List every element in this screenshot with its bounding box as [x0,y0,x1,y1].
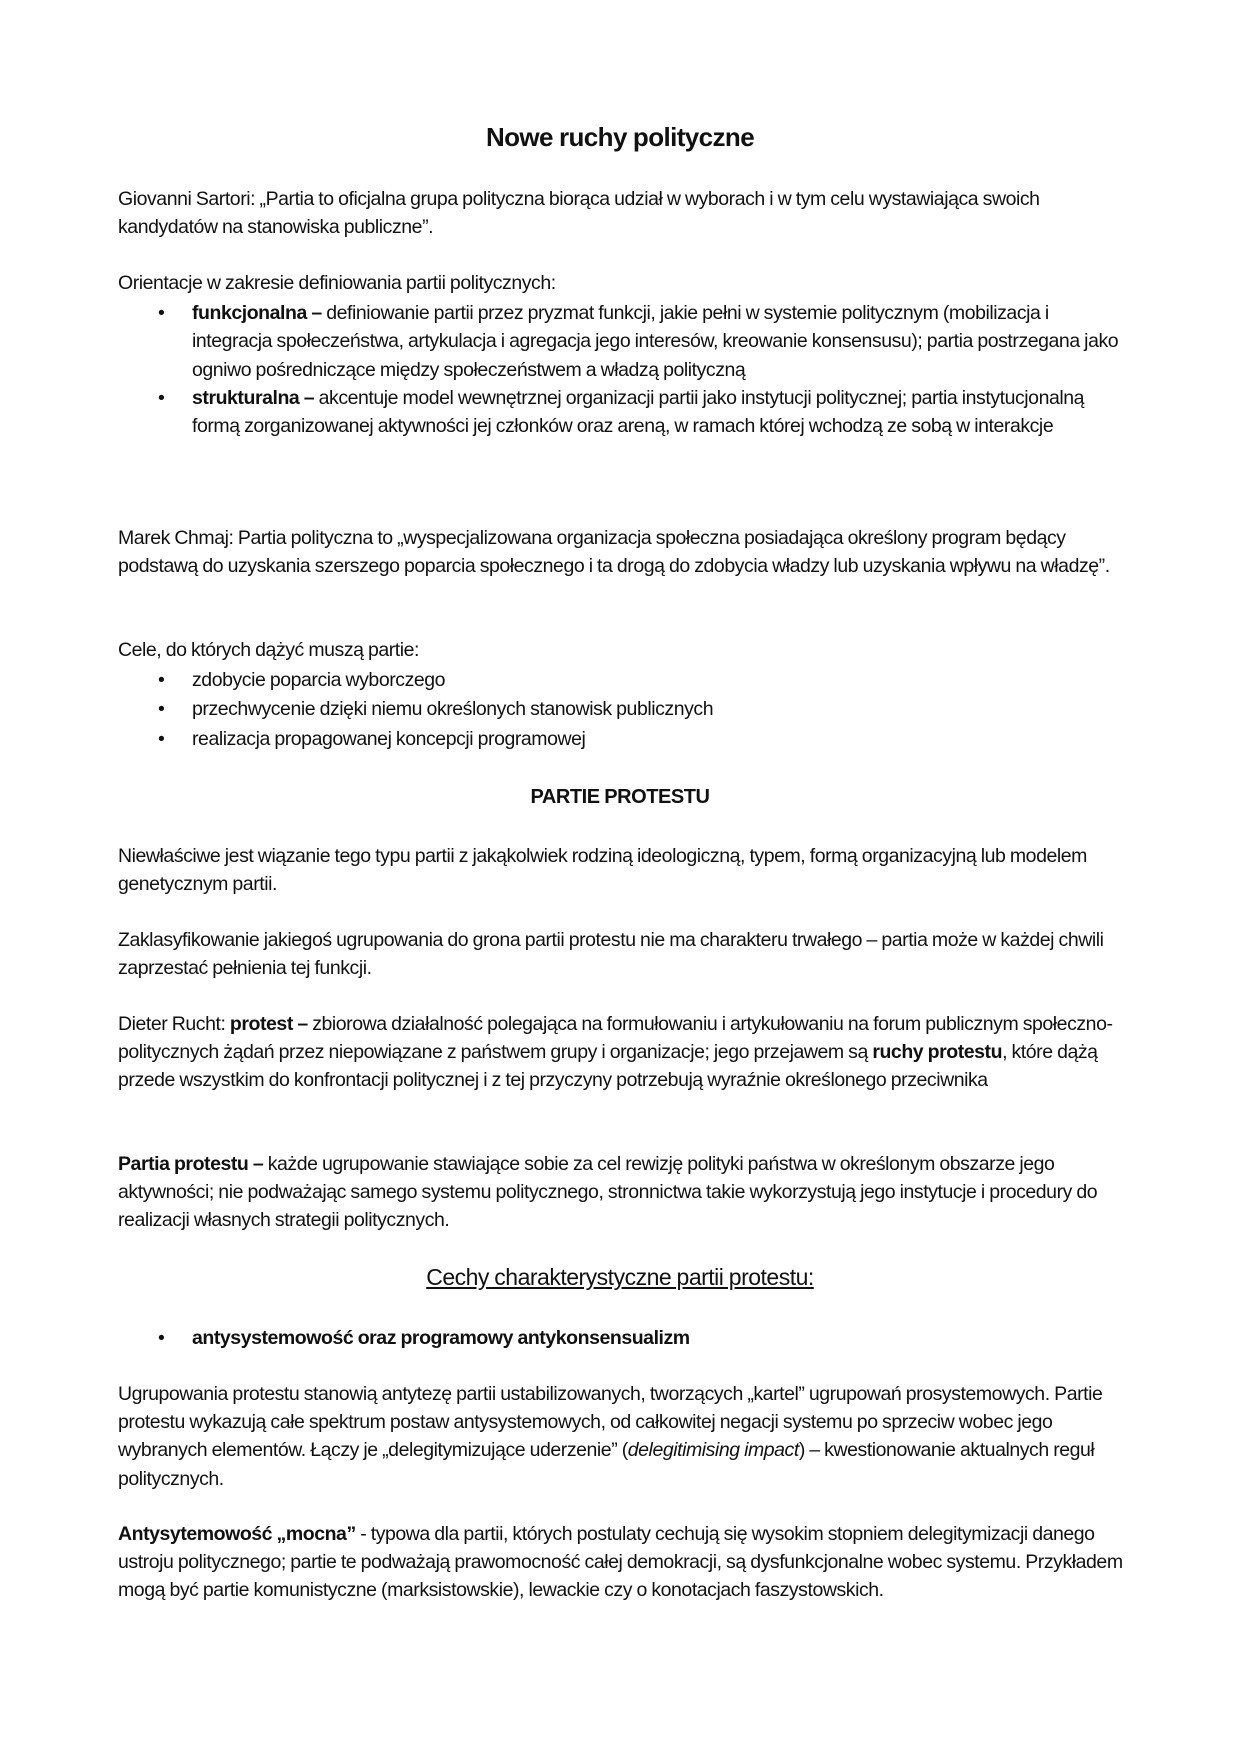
bullet-icon: • [158,1327,165,1349]
chmaj-quote: Marek Chmaj: Partia polityczna to „wyspecjalizowana organizacja społeczna posiadająca określony program będący podstawą do uzyskania szerszego poparcia społecznego i ta drogą do zdobycia władzy lub uzyskania wpływu na władzę”. [118,527,1110,578]
feature-text: antysystemowość oraz programowy antykonsensualizm [192,1327,690,1349]
paragraph-mocna [118,1520,1123,1605]
paragraph-niewlasciwe: Niewłaściwe jest wiązanie tego typu partii z jakąkolwiek rodziną ideologiczną, typem, formą organizacyjną lub modelem genetycznym partii. [118,845,1087,896]
term: protest – [229,1013,308,1035]
text: każde ugrupowanie stawiające sobie za cel rewizję polityki państwa w określonym obszarze jego aktywności; nie podważając samego systemu politycznego, stronnictwa takie wykorzystują jego instytucje i procedury do realizacji własnych strategii politycznych. [118,1153,1098,1232]
text: Ugrupowania protestu stanowią antytezę partii ustabilizowanych, tworzących „kartel” ugrupowań prosystemowych. Partie protestu wykazują całe spektrum postaw antysystemowych, od całkowitej negacji systemu po sprzeciw wobec jego wybranych elementów. Łączy je „delegitymizujące uderzenie” ( [118,1383,1103,1462]
definition: definiowanie partii przez pryzmat funkcji, jakie pełni w systemie politycznym (mobilizacja i integracja społeczeństwa, artykulacja i agregacja jego interesów, kreowanie konsensusu); partia postrzegana jako ogniwo pośredniczące między społeczeństwem a władzą polityczną [192,302,1119,381]
list-item [118,725,1128,755]
paragraph-ugrupowania [118,1380,1123,1493]
term: Antysytemowość „mocna” [118,1523,356,1545]
goals-intro: Cele, do których dążyć muszą partie: [118,639,420,661]
text: zbiorowa działalność polegająca na formułowaniu i artykułowaniu na forum publicznym społeczno-politycznych żądań przez niepowiązane z państwem grupy i organizacje; jego przejawem są [118,1013,1113,1064]
bullet-icon: • [158,386,165,409]
paragraph-partia-protestu [118,1150,1108,1235]
paragraph-zaklasyfikowanie: Zaklasyfikowanie jakiegoś ugrupowania do grona partii protestu nie ma charakteru trwałego – partia może w każdej chwili zaprzestać pełnienia tej funkcji. [118,929,1104,980]
feature-list [118,1324,1128,1352]
section-heading-features: Cechy charakterystyczne partii protestu: [426,1264,814,1290]
term: funkcjonalna – [192,302,322,325]
paragraph-rucht [118,1010,1118,1095]
bullet-icon: • [158,727,165,750]
list-item [118,1324,1128,1352]
term: ruchy protestu [872,1041,1003,1064]
list-item [118,666,1128,696]
goals-section [118,636,1128,754]
text: ) – kwestionowanie aktualnych reguł politycznych. [118,1439,1095,1490]
orientations-intro: Orientacje w zakresie definiowania partii politycznych: [118,272,556,294]
orientations-section [118,269,1128,440]
term: strukturalna – [192,386,315,409]
bullet-icon: • [158,302,165,325]
orientations-list [118,299,1128,440]
list-item [118,384,1128,440]
bullet-icon: • [158,668,165,691]
goal-text: przechwycenie dzięki niemu określonych stanowisk publicznych [192,698,714,720]
goal-text: zdobycie poparcia wyborczego [192,668,446,691]
sartori-quote: Giovanni Sartori: „Partia to oficjalna grupa polityczna biorąca udział w wyborach i w tym celu wystawiająca swoich kandydatów na stanowiska publiczne”. [118,188,1040,239]
text: - typowa dla partii, których postulaty cechują się wysokim stopniem delegitymizacji danego ustroju politycznego; partie te podważają prawomocność całej demokracji, są dysfunkcjonalne wobec systemu. Przykładem mogą być partie komunistyczne (marksistowskie), lewackie czy o konotacjach faszystowskich. [118,1523,1123,1602]
bullet-icon: • [158,698,165,720]
goal-text: realizacja propagowanej koncepcji programowej [192,727,586,750]
section-heading-protest: PARTIE PROTESTU [530,786,710,808]
italic-term: delegitimising impact [627,1439,799,1462]
list-item [118,299,1128,384]
goals-list [118,666,1128,755]
list-item [118,695,1128,725]
text: , które dążą przede wszystkim do konfrontacji politycznej i z tej przyczyny potrzebują wyraźnie określonego przeciwnika [118,1041,1098,1092]
page-title: Nowe ruchy polityczne [485,122,755,152]
text: Dieter Rucht: [118,1013,230,1035]
definition: akcentuje model wewnętrznej organizacji partii jako instytucji politycznej; partia instytucjonalną formą zorganizowanej aktywności jej członków oraz areną, w ramach której wchodzą ze sobą w interakcje [192,386,1085,438]
term: Partia protestu – [118,1153,264,1175]
